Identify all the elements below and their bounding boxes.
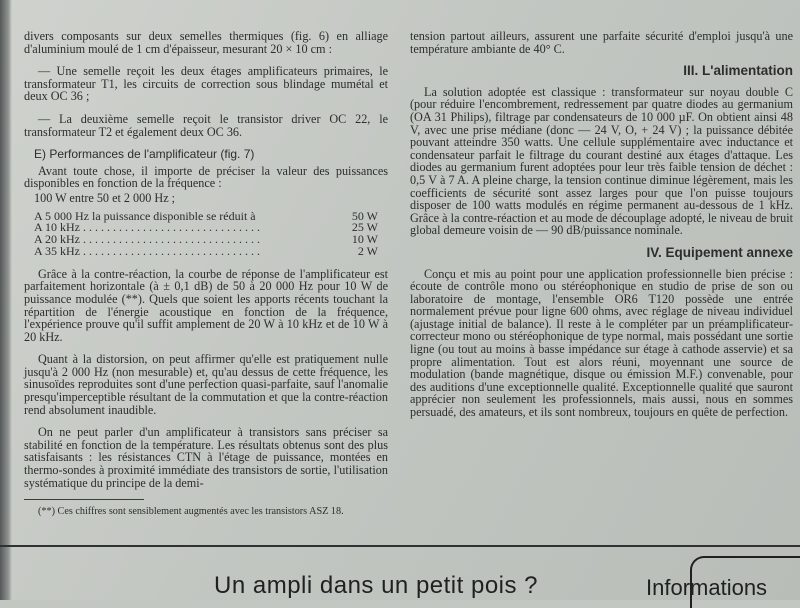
performance-summary-line: 100 W entre 50 et 2 000 Hz ; [34, 190, 176, 205]
page-binding-edge [0, 0, 12, 600]
transistor-paragraph: On ne peut parler d'un amplificateur à transistors sans préciser sa stabilité en fonction de la température. Les résultats obtenus sont des plus satisfaisants : les résistances CTN à l'étage de puissance, montées en thermo-sondes à proximité immédiate des transistors de sortie, l'utilisation systématique du principe de la demi- [24, 425, 388, 490]
continuation-paragraph: tension partout ailleurs, assurent une parfaite sécurité d'emploi jusqu'à une température ambiante de 40° C. [410, 29, 793, 56]
row-value: 25 W [351, 220, 378, 235]
page-divider [0, 545, 800, 547]
distortion-paragraph: Quant à la distorsion, on peut affirmer qu'elle est pratiquement nulle jusqu'à 2 000 Hz (non mesurable) et, qu'au dessus de cette fréquence, les sinusoïdes reproduites sont d'une perfection quasi-parfaite, sauf l'anomalie presqu'imperceptible résultant de la commutation et que la contre-réaction rend absolument inaudible. [24, 352, 388, 417]
next-article-title: Un ampli dans un petit pois ? [214, 572, 539, 599]
heading-alimentation: III. L'alimentation [683, 63, 793, 79]
right-column [410, 30, 793, 419]
footnote: (**) Ces chiffres sont sensiblement augmentés avec les transistors ASZ 18. [38, 506, 344, 518]
row-label: A 5 000 Hz la puissance disponible se réduit à [34, 208, 256, 223]
informations-label: Informations [646, 575, 768, 600]
performance-table [34, 208, 378, 258]
row-value: 2 W [357, 243, 378, 258]
heading-equipement: IV. Equipement annexe [646, 244, 793, 260]
row-label: A 10 kHz . . . . . . . . . . . . . . . . . . . . . . . . . . . . . . [34, 220, 260, 235]
table-row [34, 246, 378, 258]
bullet-paragraph-1: — Une semelle reçoit les deux étages amplificateurs primaires, le transformateur T1, les circuits de correction sous blindage mumétal et deux OC 36 ; [24, 64, 388, 104]
section-e-title: E) Performances de l'amplificateur (fig. 7) [34, 147, 255, 162]
alimentation-paragraph: La solution adoptée est classique : transformateur sur noyau double C (pour réduire l'encombrement, redressement par quatre diodes au germanium (OA 31 Philips), filtrage par condensateurs de 10 000 µF. On obtient ainsi 48 V, avec une prise médiane (donc — 24 V, O, + 24 V) ; la puissance débitée pouvant atteindre 350 watts. Une cellule supplémentaire avec inductance et condensateur parfait le filtrage du courant destiné aux étages d'attaque. Les diodes au germanium furent adoptées pour leur très faible tension de déchet : 0,5 V à 7 A. A pleine charge, la tension continue diminue légèrement, mais les coefficients de sécurité sont assez larges pour que l'on puisse toujours disposer de 100 watts modulés en régime permanent au-dessous de 1 kHz. Grâce à la contre-réaction et au mode de découplage adopté, le niveau de bruit global demeure voisin de — 90 dB/puissance nominale. [410, 84, 793, 238]
row-label: A 35 kHz . . . . . . . . . . . . . . . . . . . . . . . . . . . . . . [34, 243, 260, 258]
intro-paragraph: divers composants sur deux semelles thermiques (fig. 6) en alliage d'aluminium moulé de 1 cm d'épaisseur, mesurant 20 × 10 cm : [24, 29, 388, 56]
row-value: 10 W [351, 232, 378, 247]
bullet-paragraph-2: — La deuxième semelle reçoit le transistor driver OC 22, le transformateur T2 et également deux OC 36. [24, 111, 388, 139]
row-value: 50 W [351, 208, 378, 223]
equipement-paragraph: Conçu et mis au point pour une application professionnelle bien précise : écoute de contrôle mono ou stéréophonique en studio de prise de son ou laboratoire de montage, l'ensemble OR6 T120 possède une entrée normalement prévue pour ligne 600 ohms, avec réglage de niveau individuel (ajustage initial de balance). Il reste à le compléter par un préamplificateur-correcteur mono ou stéréophonique de type normal, mais possédant une sortie ligne (ou tout au moins à basse impédance sur étage à cathode asservie) et sa propre alimentation. Tout est alors réuni, moyennant une source de modulation (bande magnétique, disque ou émission M.F.) convenable, pour des auditions d'une exceptionnelle qualité. Exceptionnelle qualité que sauront apprécier non seulement les professionnels, mais aussi, nous en sommes persuadé, des amateurs, et ils sont nombreux, toujours en quête de perfection. [410, 266, 793, 420]
performance-intro: Avant toute chose, il importe de préciser la valeur des puissances disponibles en fonction de la fréquence : [24, 163, 388, 191]
row-label: A 20 kHz . . . . . . . . . . . . . . . . . . . . . . . . . . . . . . [34, 232, 260, 247]
reaction-paragraph: Grâce à la contre-réaction, la courbe de réponse de l'amplificateur est parfaitement horizontale (à ± 0,1 dB) de 50 à 20 000 Hz pour 10 W de puissance modulée (**). Quels que soient les apports récents touchant la répartition de l'énergie acoustique en fonction de la fréquence, l'expérience prouve qu'il suffit amplement de 20 W à 10 kHz et de 10 W à 20 kHz. [24, 266, 388, 344]
footnote-rule [24, 499, 144, 500]
left-column [24, 30, 388, 518]
